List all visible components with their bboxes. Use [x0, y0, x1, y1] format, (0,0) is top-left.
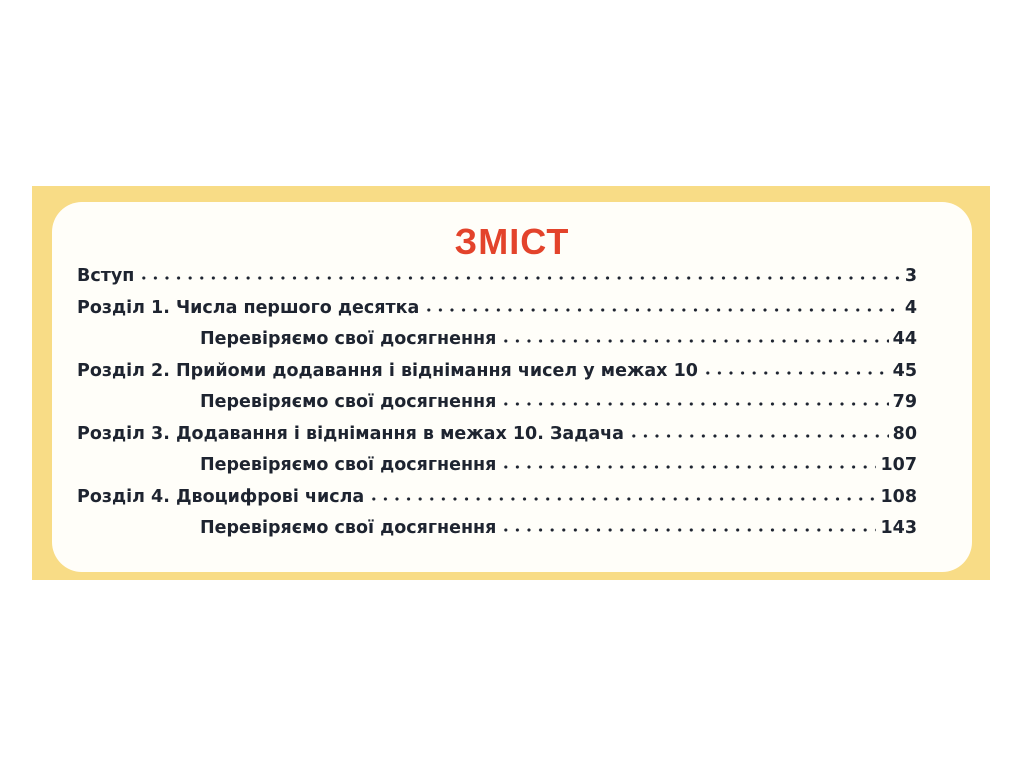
dot-leader: [138, 269, 900, 281]
toc-page-number: 3: [904, 266, 917, 286]
toc-entry-label: Перевіряємо свої досягнення: [200, 518, 497, 538]
toc-page-number: 79: [892, 392, 917, 412]
dot-leader: [500, 521, 876, 533]
page-title: ЗМІСТ: [454, 221, 570, 262]
toc-page-number: 80: [892, 423, 917, 444]
dot-leader: [423, 301, 901, 313]
toc-entry-section-4-review[interactable]: [77, 518, 917, 550]
dot-leader: [628, 427, 889, 439]
toc-page-number: 143: [880, 518, 917, 538]
toc-entry-label: Перевіряємо свої досягнення: [200, 329, 497, 349]
toc-entry-section-2-review[interactable]: [77, 392, 917, 424]
table-of-contents: [77, 266, 917, 550]
toc-page-number: 44: [892, 329, 917, 349]
toc-page-number: 108: [880, 486, 917, 507]
dot-leader: [368, 490, 876, 502]
toc-page-number: 107: [880, 455, 917, 475]
dot-leader: [500, 395, 888, 407]
toc-page-number: 4: [904, 297, 917, 318]
toc-entry-section-1[interactable]: [77, 298, 917, 330]
toc-entry-label: Перевіряємо свої досягнення: [200, 455, 497, 475]
toc-entry-label: Розділ 2. Прийоми додавання і віднімання чисел у межах 10: [77, 360, 698, 381]
toc-entry-label: Розділ 1. Числа першого десятка: [77, 297, 420, 318]
toc-entry-label: Вступ: [77, 266, 135, 286]
toc-page-number: 45: [892, 360, 917, 381]
toc-entry-label: Розділ 3. Додавання і віднімання в межах 10. Задача: [77, 423, 624, 444]
toc-entry-section-3[interactable]: [77, 424, 917, 456]
toc-entry-section-1-review[interactable]: [77, 329, 917, 361]
toc-entry-label: Перевіряємо свої досягнення: [200, 392, 497, 412]
toc-entry-intro[interactable]: [77, 266, 917, 298]
toc-entry-section-3-review[interactable]: [77, 455, 917, 487]
toc-entry-label: Розділ 4. Двоцифрові числа: [77, 486, 365, 507]
dot-leader: [500, 458, 876, 470]
toc-entry-section-4[interactable]: [77, 487, 917, 519]
dot-leader: [500, 332, 888, 344]
toc-entry-section-2[interactable]: [77, 361, 917, 393]
dot-leader: [702, 364, 889, 376]
